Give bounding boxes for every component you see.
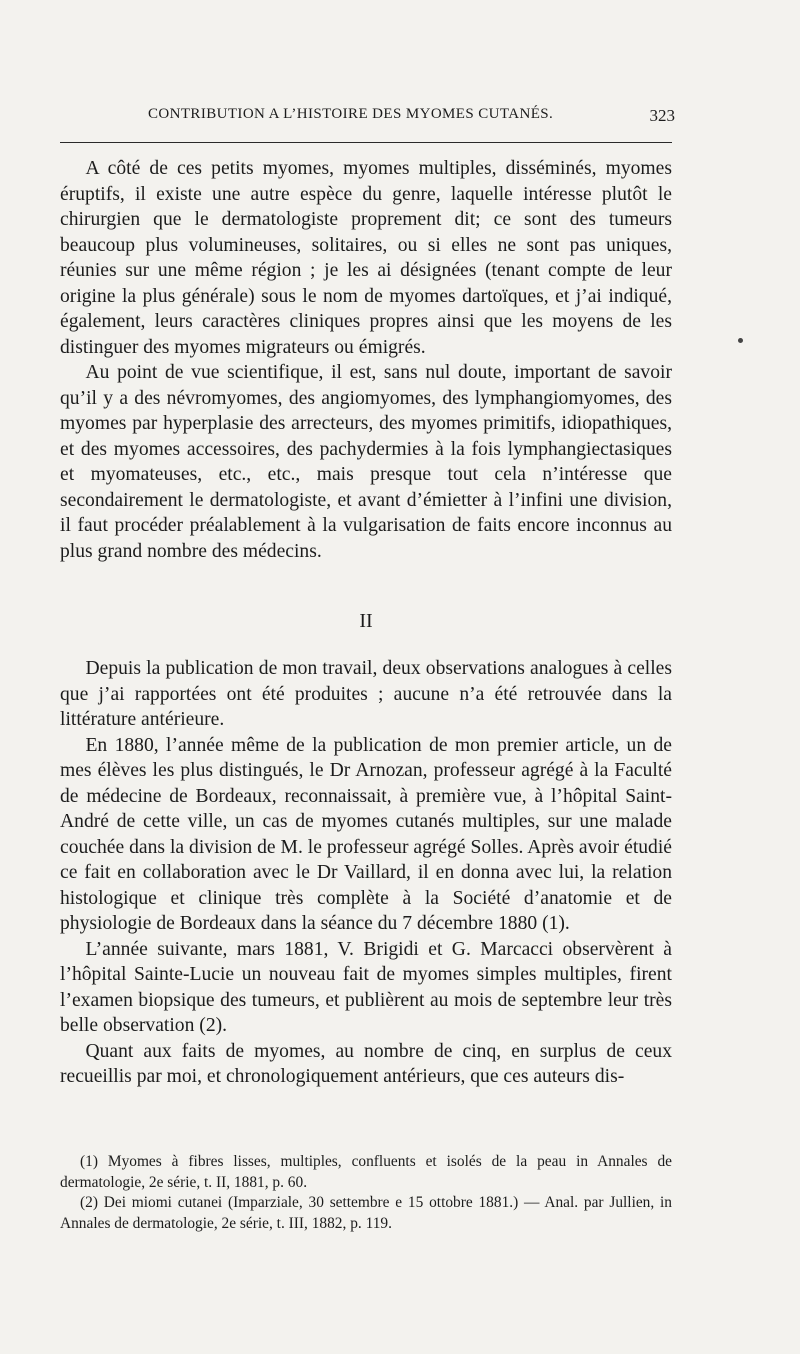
paragraph: Quant aux faits de myomes, au nombre de cinq, en surplus de ceux recueillis par moi, et chronologiquement antérieurs, que ces auteurs dis- bbox=[60, 1040, 672, 1087]
paragraph: Depuis la publication de mon travail, deux observations analogues à celles que j’ai rapportées ont été produites ; aucune n’a été retrouvée dans la littérature antérieure. bbox=[60, 658, 672, 730]
section-ii-text bbox=[60, 656, 672, 1090]
paragraph: En 1880, l’année même de la publication de mon premier article, un de mes élèves les plus distingués, le Dr Arnozan, professeur agrégé à la Faculté de médecine de Bordeaux, reconnaissait, à première vue, à l’hôpital Saint-André de cette ville, un cas de myomes cutanés multiples, sur une malade couchée dans la division de M. le professeur agrégé Solles. Après avoir étudié ce fait en collaboration avec le Dr Vaillard, il en donna avec lui, la relation histologique et clinique très complète à la Société d’anatomie et de physiologie de Bordeaux dans la séance du 7 décembre 1880 (1). bbox=[60, 734, 672, 934]
section-heading: II bbox=[359, 610, 373, 632]
page-header bbox=[60, 106, 675, 130]
footnote: (1) Myomes à fibres lisses, multiples, confluents et isolés de la peau in Annales de dermatologie, 2e série, t. II, 1881, p. 60. bbox=[60, 1153, 672, 1191]
footnotes bbox=[60, 1152, 672, 1234]
paragraph: Au point de vue scientifique, il est, sans nul doute, important de savoir qu’il y a des névromyomes, des angiomyomes, des lymphangiomyomes, des myomes par hyperplasie des arrecteurs, des myomes primitifs, idiopathiques, et des myomes accessoires, des pachydermies à la fois lymphangiectasiques et myomateuses, etc., etc., mais presque tout cela n’intéresse que secondairement le dermatologiste, et avant d’émietter à l’infini une division, il faut procéder préalablement à la vulgarisation de faits encore inconnus au plus grand nombre des médecins. bbox=[60, 362, 672, 562]
section-i-text bbox=[60, 156, 672, 564]
header-rule bbox=[60, 142, 672, 143]
margin-dot bbox=[738, 338, 743, 343]
paragraph: A côté de ces petits myomes, myomes multiples, disséminés, myomes éruptifs, il existe une autre espèce du genre, laquelle intéresse plutôt le chirurgien que le dermatologiste proprement dit; ce sont des tumeurs beaucoup plus volumineuses, solitaires, ou si elles ne sont pas uniques, réunies sur une même région ; je les ai désignées (tenant compte de leur origine la plus générale) sous le nom de myomes dartoïques, et j’ai indiqué, également, leurs caractères cliniques propres ainsi que les moyens de les distinguer des myomes migrateurs ou émigrés. bbox=[60, 158, 672, 358]
footnote: (2) Dei miomi cutanei (Imparziale, 30 settembre e 15 ottobre 1881.) — Anal. par Jullien, in Annales de dermatologie, 2e série, t. III, 1882, p. 119. bbox=[60, 1194, 672, 1232]
page-number: 323 bbox=[649, 106, 675, 125]
running-title: CONTRIBUTION A L’HISTOIRE DES MYOMES CUTANÉS. bbox=[148, 106, 554, 122]
paragraph: L’année suivante, mars 1881, V. Brigidi et G. Marcacci observèrent à l’hôpital Sainte-Lucie un nouveau fait de myomes simples multiples, firent l’examen biopsique des tumeurs, et publièrent au mois de septembre leur très belle observation (2). bbox=[60, 938, 672, 1036]
